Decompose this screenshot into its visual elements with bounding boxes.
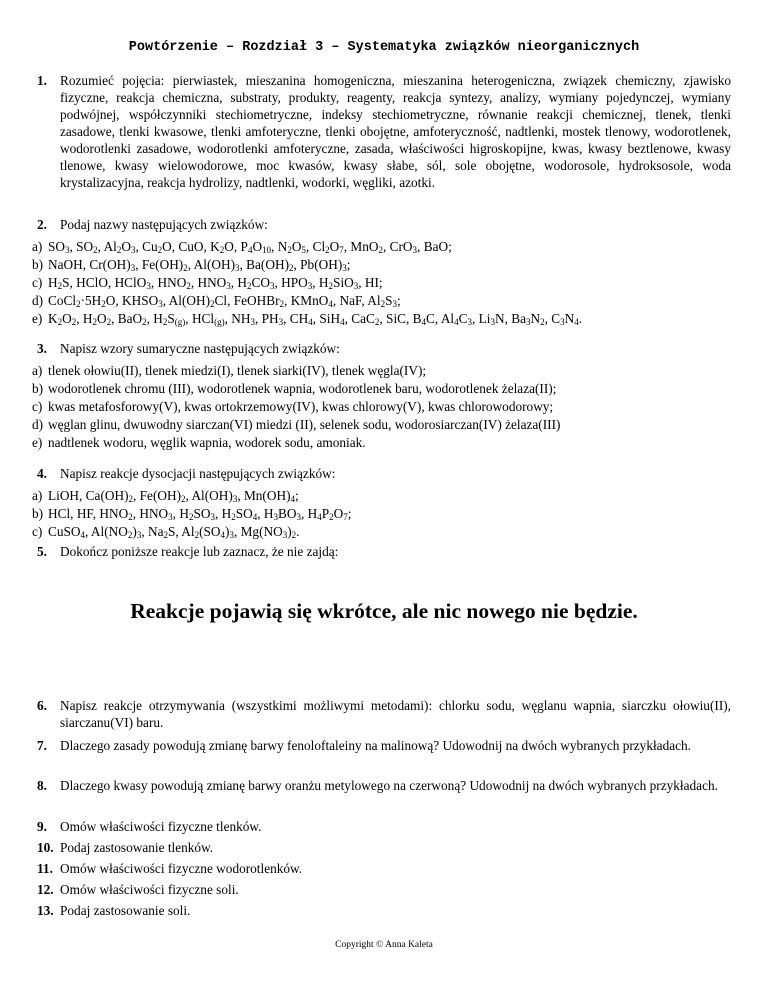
item-text: $K_2O_2$, $H_2O_2$, BaO$_2$, $H_2S_{(g)}$, HCl$_{(g)}$, $NH_3$, $PH_3$, $CH_4$, SiH$_4$, CaC$_2$, SiC, $B_4C$, $Al_4C_3$, $Li_3N$, $Ba_3N_2$, $C_3N_4$. <box>48 311 583 327</box>
question-11 <box>37 860 731 877</box>
question-text: Napisz wzory sumaryczne następujących związków: <box>60 341 340 356</box>
question-text: Podaj zastosowanie tlenków. <box>60 840 214 855</box>
question-3 <box>37 340 731 357</box>
page-title: Powtórzenie – Rozdział 3 – Systematyka związków nieorganicznych <box>128 40 640 55</box>
item-2a: a) $SO_3$, $SO_2$, $Al_2O_3$, $Cu_2O$, CuO, $K_2O$, $P_4O_{10}$, $N_2O_5$, $Cl_2O_7$, MnO$_2$, CrO$_3$, BaO; <box>32 239 452 255</box>
item-text: tlenek ołowiu(II), tlenek miedzi(I), tlenek siarki(IV), tlenek węgla(IV); <box>48 363 427 378</box>
item-3d: d) węglan glinu, dwuwodny siarczan(VI) miedzi (II), selenek sodu, wodorosiarczan(IV) żelaza(III) <box>32 417 561 432</box>
item-4b: b) HCl, HF, $HNO_2$, $HNO_3$, $H_2SO_3$, $H_2SO_4$, $H_3BO_3$, $H_4P_2O_7$; <box>32 506 352 522</box>
question-number: 3. <box>37 341 47 356</box>
item-4a: a) LiOH, $Ca(OH)_2$, $Fe(OH)_2$, $Al(OH)_3$, $Mn(OH)_4$; <box>32 488 299 504</box>
item-text: NaOH, $Cr(OH)_3$, $Fe(OH)_2$, $Al(OH)_3$, $Ba(OH)_2$, $Pb(OH)_3$; <box>48 257 351 273</box>
question-text: Podaj nazwy następujących związków: <box>60 217 268 232</box>
question-13 <box>37 902 731 919</box>
question-12 <box>37 881 731 898</box>
question-text: Omów właściwości fizyczne wodorotlenków. <box>60 861 303 876</box>
copyright-footer: Copyright © Anna Kaleta <box>335 940 433 950</box>
item-text: $CoCl_2\cdot 5H_2O$, $KHSO_3$, $Al(OH)_2Cl$, FeOHBr$_2$, KMnO$_4$, NaF, $Al_2S_3$; <box>48 293 401 309</box>
question-text: Dokończ poniższe reakcje lub zaznacz, że nie zajdą: <box>60 544 339 559</box>
question-number: 7. <box>37 738 47 753</box>
item-text: wodorotlenek chromu (III), wodorotlenek wapnia, wodorotlenek baru, wodorotlenek żelaza(II); <box>48 381 557 396</box>
question-6 <box>37 697 731 731</box>
item-3b: b) wodorotlenek chromu (III), wodorotlenek wapnia, wodorotlenek baru, wodorotlenek żelaza(II); <box>32 381 557 396</box>
question-number: 4. <box>37 466 47 481</box>
question-text: Podaj zastosowanie soli. <box>60 903 191 918</box>
item-text: węglan glinu, dwuwodny siarczan(VI) miedzi (II), selenek sodu, wodorosiarczan(IV) żelaza(III) <box>48 417 561 432</box>
question-9 <box>37 818 731 835</box>
question-1 <box>37 72 731 191</box>
question-text: Omów właściwości fizyczne tlenków. <box>60 819 262 834</box>
question-text: Omów właściwości fizyczne soli. <box>60 882 239 897</box>
question-2 <box>37 216 731 233</box>
item-3e: e) nadtlenek wodoru, węglik wapnia, wodorek sodu, amoniak. <box>32 435 366 450</box>
item-2d: d) $CoCl_2\cdot 5H_2O$, $KHSO_3$, $Al(OH)_2Cl$, FeOHBr$_2$, KMnO$_4$, NaF, $Al_2S_3$; <box>32 293 401 309</box>
question-10 <box>37 839 731 856</box>
item-2b: b) NaOH, $Cr(OH)_3$, $Fe(OH)_2$, $Al(OH)_3$, $Ba(OH)_2$, $Pb(OH)_3$; <box>32 257 351 273</box>
question-number: 11. <box>37 861 53 876</box>
item-text: nadtlenek wodoru, węglik wapnia, wodorek sodu, amoniak. <box>48 435 366 450</box>
item-2c: c) $H_2S$, HClO, HClO$_3$, $HNO_2$, $HNO_3$, $H_2CO_3$, $HPO_3$, $H_2SiO_3$, HI; <box>32 275 383 291</box>
question-number: 13. <box>37 903 54 918</box>
question-number: 6. <box>37 698 47 713</box>
item-3a: a) tlenek ołowiu(II), tlenek miedzi(I), tlenek siarki(IV), tlenek węgla(IV); <box>32 363 427 378</box>
question-text: Dlaczego zasady powodują zmianę barwy fenoloftaleiny na malinową? Udowodnij na dwóch wybranych przykładach. <box>60 738 692 753</box>
question-4 <box>37 465 731 482</box>
item-text: HCl, HF, $HNO_2$, $HNO_3$, $H_2SO_3$, $H_2SO_4$, $H_3BO_3$, $H_4P_2O_7$; <box>48 506 352 522</box>
question-text: Napisz reakcje otrzymywania (wszystkimi możliwymi metodami): chlorku sodu, węglanu wapnia, siarczku ołowiu(II), siarczanu(VI) baru. <box>60 698 731 730</box>
item-text: $SO_3$, $SO_2$, $Al_2O_3$, $Cu_2O$, CuO, $K_2O$, $P_4O_{10}$, $N_2O_5$, $Cl_2O_7$, MnO$_2$, CrO$_3$, BaO; <box>48 239 452 255</box>
question-text: Napisz reakcje dysocjacji następujących związków: <box>60 466 336 481</box>
question-number: 5. <box>37 544 47 559</box>
question-number: 12. <box>37 882 54 897</box>
question-7 <box>37 737 731 754</box>
item-4c: c) CuSO$_4$, $Al(NO_2)_3$, $Na_2S$, $Al_2(SO_4)_3$, $Mg(NO_3)_2$. <box>32 524 300 540</box>
item-2e: e) $K_2O_2$, $H_2O_2$, BaO$_2$, $H_2S_{(g)}$, HCl$_{(g)}$, $NH_3$, $PH_3$, $CH_4$, SiH$_4$, CaC$_2$, SiC, $B_4C$, $Al_4C_3$, $Li_3N$, $Ba_3N_2$, $C_3N_4$. <box>32 311 583 327</box>
question-number: 2. <box>37 217 47 232</box>
item-text: CuSO$_4$, $Al(NO_2)_3$, $Na_2S$, $Al_2(SO_4)_3$, $Mg(NO_3)_2$. <box>48 524 300 540</box>
question-8 <box>37 777 731 794</box>
item-text: kwas metafosforowy(V), kwas ortokrzemowy(IV), kwas chlorowy(V), kwas chlorowodorowy; <box>48 399 554 414</box>
question-text: Dlaczego kwasy powodują zmianę barwy oranżu metylowego na czerwoną? Udowodnij na dwóch wybranych przykładach. <box>60 778 718 793</box>
question-number: 1. <box>37 73 47 88</box>
item-3c: c) kwas metafosforowy(V), kwas ortokrzemowy(IV), kwas chlorowy(V), kwas chlorowodorowy; <box>32 399 554 414</box>
question-text: Rozumieć pojęcia: pierwiastek, mieszanina homogeniczna, mieszanina heterogeniczna, związek chemiczny, zjawisko fizyczne, reakcja chemiczna, substraty, produkty, reagenty, reakcja syntezy, analizy, wymiany pojedynczej, wymiany podwójnej, współczynniki stechiometryczne, indeksy stechiometryczne, równanie reakcji chemicznej, tlenek, tlenki zasadowe, tlenki kwasowe, tlenki amfoteryczne, tlenki obojętne, amfoteryczność, nadtlenki, mostek tlenowy, wodorotlenek, wodorotlenki zasadowe, wodorotlenki amfoteryczne, zasada, właściwości higroskopijne, kwas, kwasy beztlenowe, kwasy tlenowe, kwasy wielowodorowe, moc kwasów, kwasy słabe, sól, sole obojętne, wodorosole, hydroksosole, woda krystalizacyjna, reakcja hydrolizy, nadtlenki, wodorki, węgliki, azotki. <box>60 73 731 190</box>
question-number: 9. <box>37 819 47 834</box>
question-5 <box>37 543 731 560</box>
question-number: 8. <box>37 778 47 793</box>
item-text: LiOH, $Ca(OH)_2$, $Fe(OH)_2$, $Al(OH)_3$, $Mn(OH)_4$; <box>48 488 299 504</box>
question-number: 10. <box>37 840 54 855</box>
item-text: $H_2S$, HClO, HClO$_3$, $HNO_2$, $HNO_3$, $H_2CO_3$, $HPO_3$, $H_2SiO_3$, HI; <box>48 275 383 291</box>
announcement-banner: Reakcje pojawią się wkrótce, ale nic nowego nie będzie. <box>130 599 638 623</box>
